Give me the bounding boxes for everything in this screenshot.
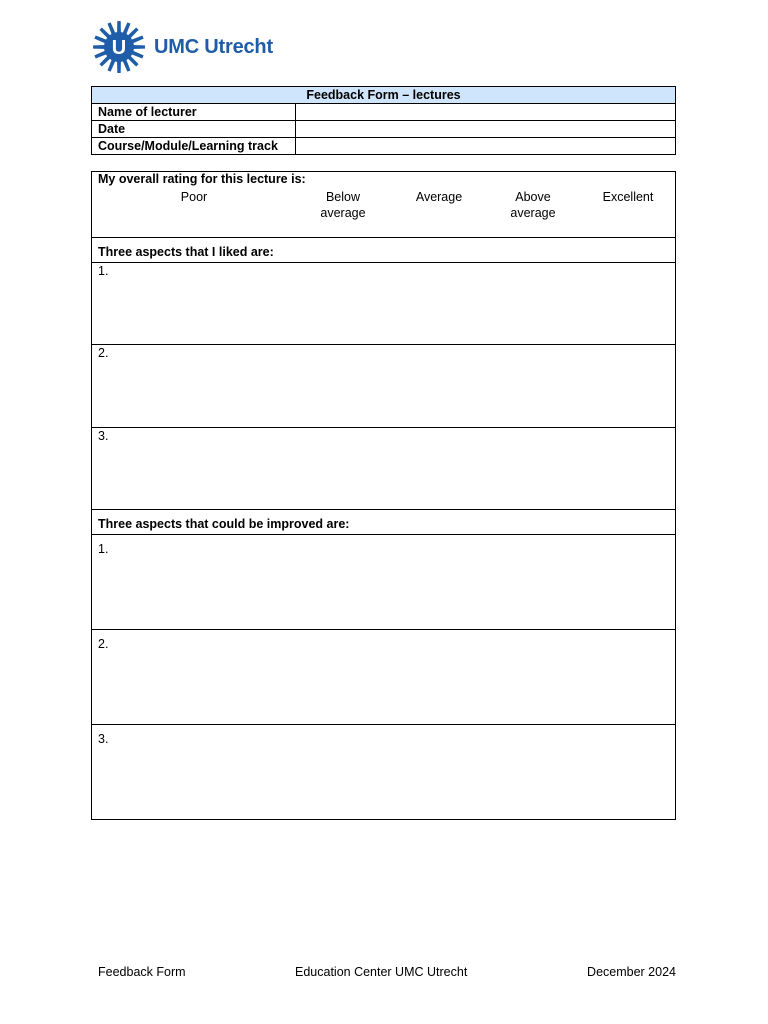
- improved-item-number: 1.: [98, 542, 109, 556]
- field-value-date[interactable]: [296, 121, 676, 138]
- improved-item-row[interactable]: [92, 535, 675, 630]
- form-title: Feedback Form – lectures: [92, 87, 676, 104]
- liked-item-number: 1.: [98, 264, 109, 278]
- lecture-info-table: [91, 86, 676, 155]
- rating-title: My overall rating for this lecture is:: [98, 172, 306, 186]
- logo-text: UMC Utrecht: [154, 35, 273, 58]
- field-label-lecturer: Name of lecturer: [92, 104, 296, 121]
- rating-option-average[interactable]: Average: [415, 190, 463, 204]
- umc-sun-logo-icon: [92, 20, 146, 74]
- footer-center: Education Center UMC Utrecht: [295, 965, 468, 979]
- improved-header-row: [92, 510, 675, 535]
- improved-section-title: Three aspects that could be improved are:: [98, 517, 350, 531]
- liked-section-title: Three aspects that I liked are:: [98, 245, 274, 259]
- rating-option-excellent[interactable]: Excellent: [602, 190, 654, 204]
- field-value-course[interactable]: [296, 138, 676, 155]
- liked-item-row[interactable]: [92, 345, 675, 428]
- footer-right: December 2024: [587, 965, 676, 979]
- field-label-date: Date: [92, 121, 296, 138]
- rating-option-poor[interactable]: Poor: [180, 190, 208, 204]
- rating-option-above-average[interactable]: Above average: [510, 190, 556, 220]
- improved-item-number: 2.: [98, 637, 109, 651]
- rating-option-below-average[interactable]: Below average: [320, 190, 366, 220]
- improved-item-row[interactable]: [92, 725, 675, 819]
- field-label-course: Course/Module/Learning track: [92, 138, 296, 155]
- rating-row: [92, 172, 675, 238]
- liked-item-number: 2.: [98, 346, 109, 360]
- logo-letter: U: [111, 37, 127, 59]
- liked-header-row: [92, 238, 675, 263]
- liked-item-row[interactable]: [92, 263, 675, 345]
- field-value-lecturer[interactable]: [296, 104, 676, 121]
- footer-left: Feedback Form: [98, 965, 186, 979]
- improved-item-row[interactable]: [92, 630, 675, 725]
- feedback-table: [91, 171, 676, 820]
- liked-item-number: 3.: [98, 429, 109, 443]
- improved-item-number: 3.: [98, 732, 109, 746]
- umc-utrecht-logo: [92, 20, 273, 74]
- liked-item-row[interactable]: [92, 428, 675, 510]
